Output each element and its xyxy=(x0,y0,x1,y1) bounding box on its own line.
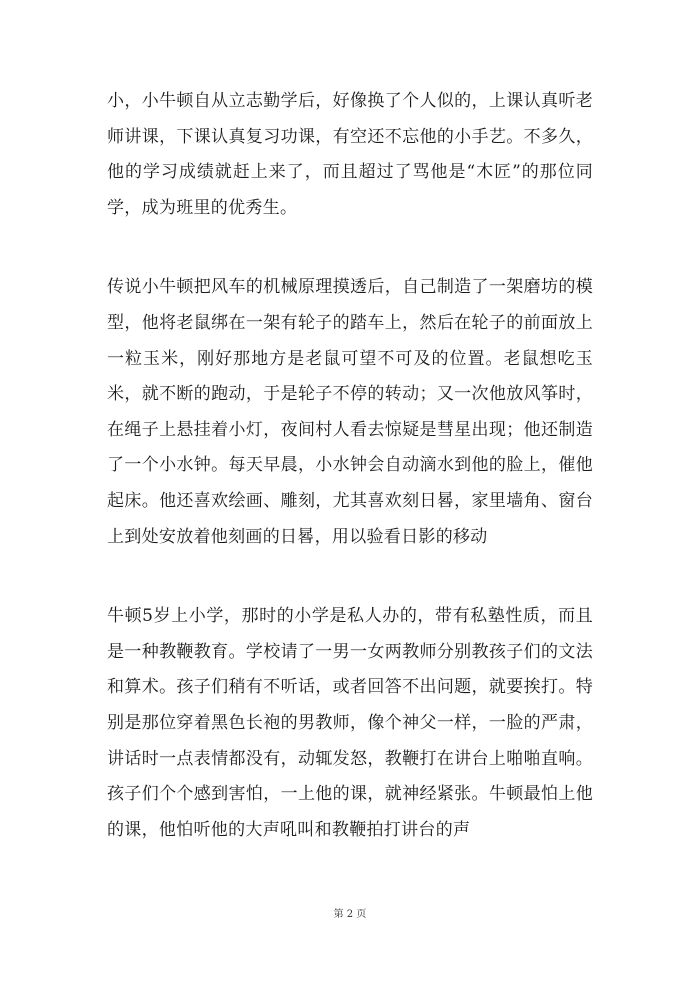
paragraph-3: 牛顿5岁上小学，那时的小学是私人办的，带有私塾性质，而且是一种教鞭教育。学校请了一男一女两教师分别教孩子们的文法和算术。孩子们稍有不听话，或者回答不出问题，就要挨打。特别是那位穿着黑色长袍的男教师，像个神父一样，一脸的严肃，讲话时一点表情都没有，动辄发怒，教鞭打在讲台上啪啪直响。孩子们个个感到害怕，一上他的课，就神经紧张。牛顿最怕上他的课，他怕听他的大声吼叫和教鞭拍打讲台的声 xyxy=(107,606,593,840)
paragraph-1: 小，小牛顿自从立志勤学后，好像换了个人似的，上课认真听老师讲课，下课认真复习功课，有空还不忘他的小手艺。不多久，他的学习成绩就赶上来了，而且超过了骂他是“木匠”的那位同学，成为班里的优秀生。 xyxy=(107,91,593,218)
paragraph-2: 传说小牛顿把风车的机械原理摸透后，自己制造了一架磨坊的模型，他将老鼠绑在一架有轮子的踏车上，然后在轮子的前面放上一粒玉米，刚好那地方是老鼠可望不可及的位置。老鼠想吃玉米，就不断的跑动，于是轮子不停的转动；又一次他放风筝时，在绳子上悬挂着小灯，夜间村人看去惊疑是彗星出现；他还制造了一个小水钟。每天早晨，小水钟会自动滴水到他的脸上，催他起床。他还喜欢绘画、雕刻，尤其喜欢刻日晷，家里墙角、窗台上到处安放着他刻画的日晷，用以验看日影的移动 xyxy=(107,277,593,547)
document-body xyxy=(107,84,593,848)
page-number: 第 2 页 xyxy=(333,909,367,920)
